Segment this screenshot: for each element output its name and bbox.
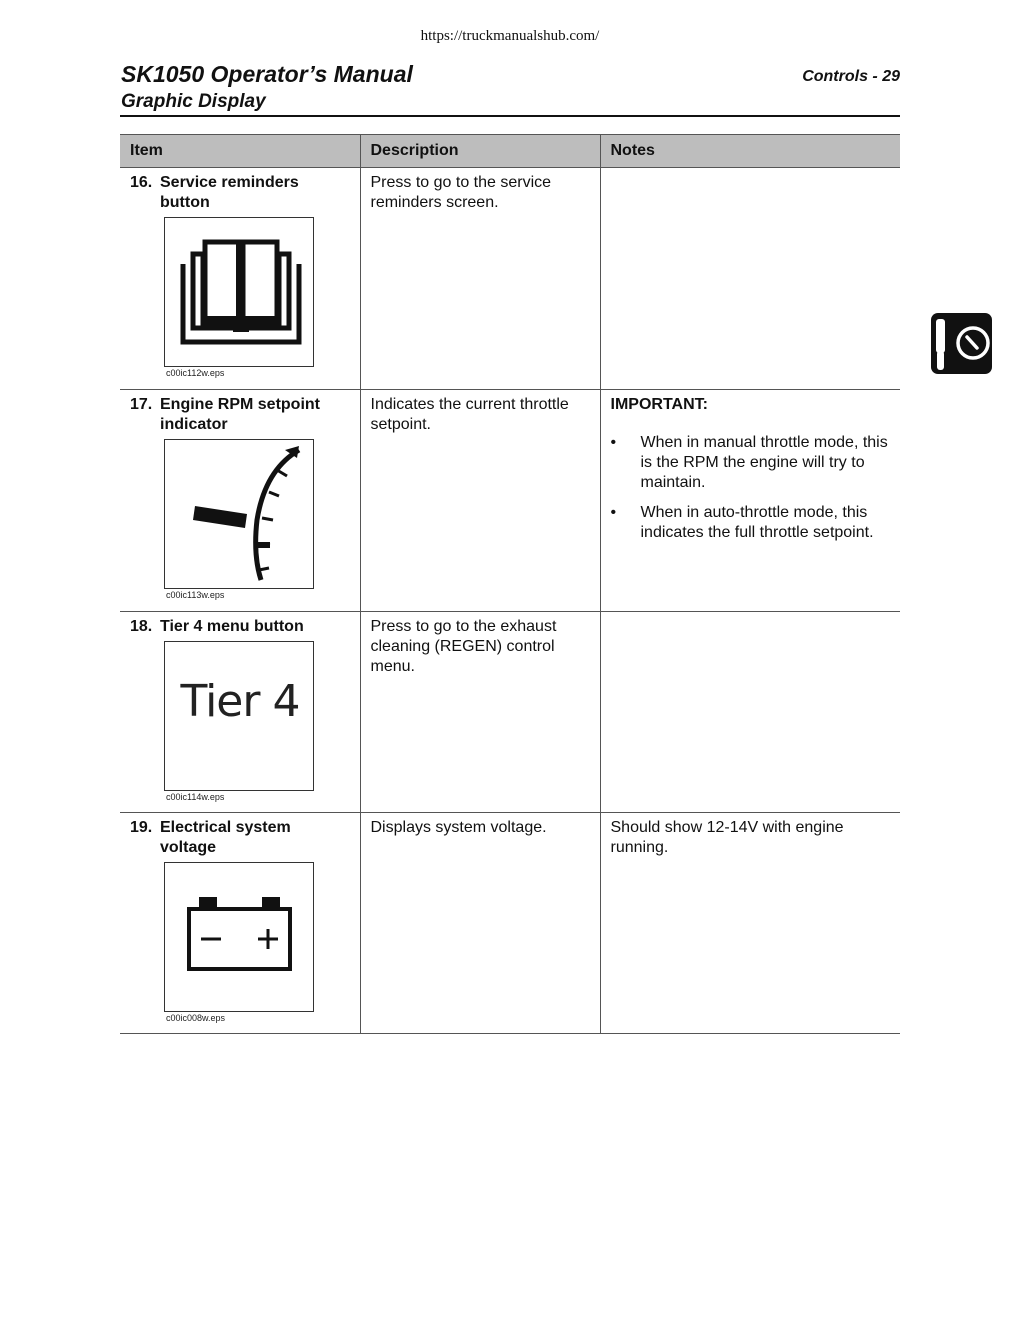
- item-cell: [120, 168, 360, 390]
- description-text: Displays system voltage.: [370, 819, 547, 836]
- manual-title: SK1050 Operator’s Manual: [121, 61, 413, 87]
- header-rule: [120, 115, 900, 117]
- list-item: • When in auto-throttle mode, this indicates the full throttle setpoint.: [611, 503, 891, 543]
- item-cell: [120, 612, 360, 813]
- figure-code: c00ic114w.eps: [166, 792, 225, 802]
- item-number: 16.: [130, 174, 153, 191]
- description-cell: [360, 168, 600, 390]
- item-number: 17.: [130, 396, 153, 413]
- figure-frame: [164, 439, 314, 589]
- figure-frame: [164, 217, 314, 367]
- list-item: • When in manual throttle mode, this is the RPM the engine will try to maintain.: [611, 433, 891, 493]
- table-row: [120, 813, 900, 1034]
- column-header-item: Item: [120, 135, 360, 168]
- notes-text: Should show 12-14V with engine running.: [610, 819, 844, 856]
- description-text: Indicates the current throttle setpoint.: [370, 396, 569, 433]
- item-number: 19.: [130, 819, 153, 836]
- item-cell: [120, 813, 360, 1034]
- column-header-notes: Notes: [600, 135, 900, 168]
- table-row: [120, 390, 900, 612]
- tier-4-icon: Tier 4: [180, 676, 300, 727]
- service-reminders-icon: [165, 218, 313, 366]
- description-cell: [360, 390, 600, 612]
- important-label: IMPORTANT:: [610, 396, 708, 413]
- description-text: Press to go to the service reminders screen.: [370, 174, 552, 211]
- controls-tab-icon: [931, 313, 992, 374]
- figure-frame: [164, 862, 314, 1012]
- notes-cell: [600, 390, 900, 612]
- figure-code: c00ic008w.eps: [166, 1013, 226, 1023]
- rpm-setpoint-icon: [165, 440, 313, 588]
- item-cell: [120, 390, 360, 612]
- table-row: [120, 168, 900, 390]
- notes-list: [611, 433, 891, 543]
- section-title: Graphic Display: [121, 91, 266, 112]
- item-name: Tier 4 menu button: [160, 618, 304, 635]
- item-name: Service reminders button: [160, 174, 299, 211]
- description-cell: [360, 612, 600, 813]
- controls-table: [120, 134, 900, 1034]
- item-name: Engine RPM setpoint indicator: [160, 396, 320, 433]
- source-url: https://truckmanualshub.com/: [420, 28, 600, 44]
- table-header-row: [120, 135, 900, 168]
- battery-icon: [165, 863, 313, 1011]
- item-name: Electrical system voltage: [160, 819, 291, 856]
- figure-code: c00ic113w.eps: [166, 590, 225, 600]
- description-text: Press to go to the exhaust cleaning (REGEN) control menu.: [370, 618, 557, 675]
- notes-cell: [600, 612, 900, 813]
- figure-code: c00ic112w.eps: [166, 368, 225, 378]
- notes-cell: [600, 813, 900, 1034]
- item-number: 18.: [130, 618, 153, 635]
- page-label: Controls - 29: [802, 68, 900, 85]
- description-cell: [360, 813, 600, 1034]
- table-row: [120, 612, 900, 813]
- notes-cell: [600, 168, 900, 390]
- column-header-description: Description: [360, 135, 600, 168]
- figure-frame: [164, 641, 314, 791]
